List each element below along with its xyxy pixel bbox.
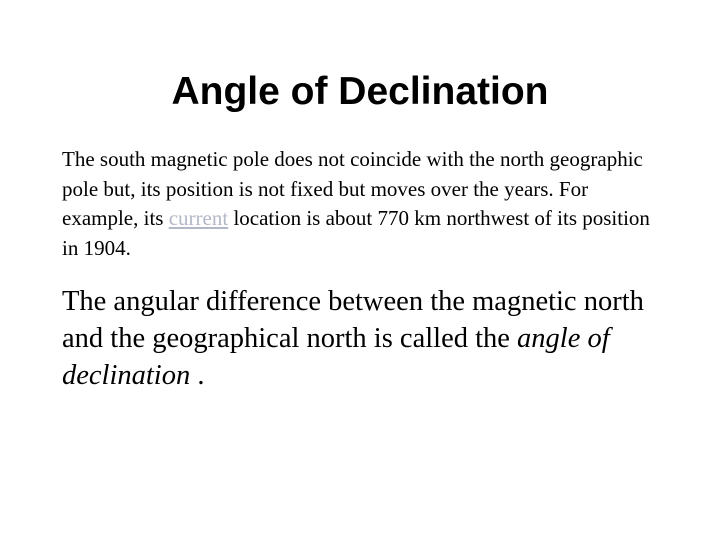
paragraph-text-after-link: location is about 770 km northwest of its position in 1904.: [62, 206, 650, 260]
current-link[interactable]: current: [168, 206, 229, 230]
slide-title: Angle of Declination: [171, 70, 549, 113]
definition-text: The angular difference between the magnetic north and the geographical north is called the: [62, 286, 644, 354]
definition-end: .: [190, 360, 205, 391]
paragraph-definition: [62, 283, 682, 394]
paragraph-text-before-link: The south magnetic pole does not coincide with the north geographic pole but, its position is not fixed but moves over the years. For example, its: [62, 147, 643, 230]
paragraph-declination-drift: [62, 145, 662, 263]
definition-term: angle of declination: [62, 323, 610, 391]
